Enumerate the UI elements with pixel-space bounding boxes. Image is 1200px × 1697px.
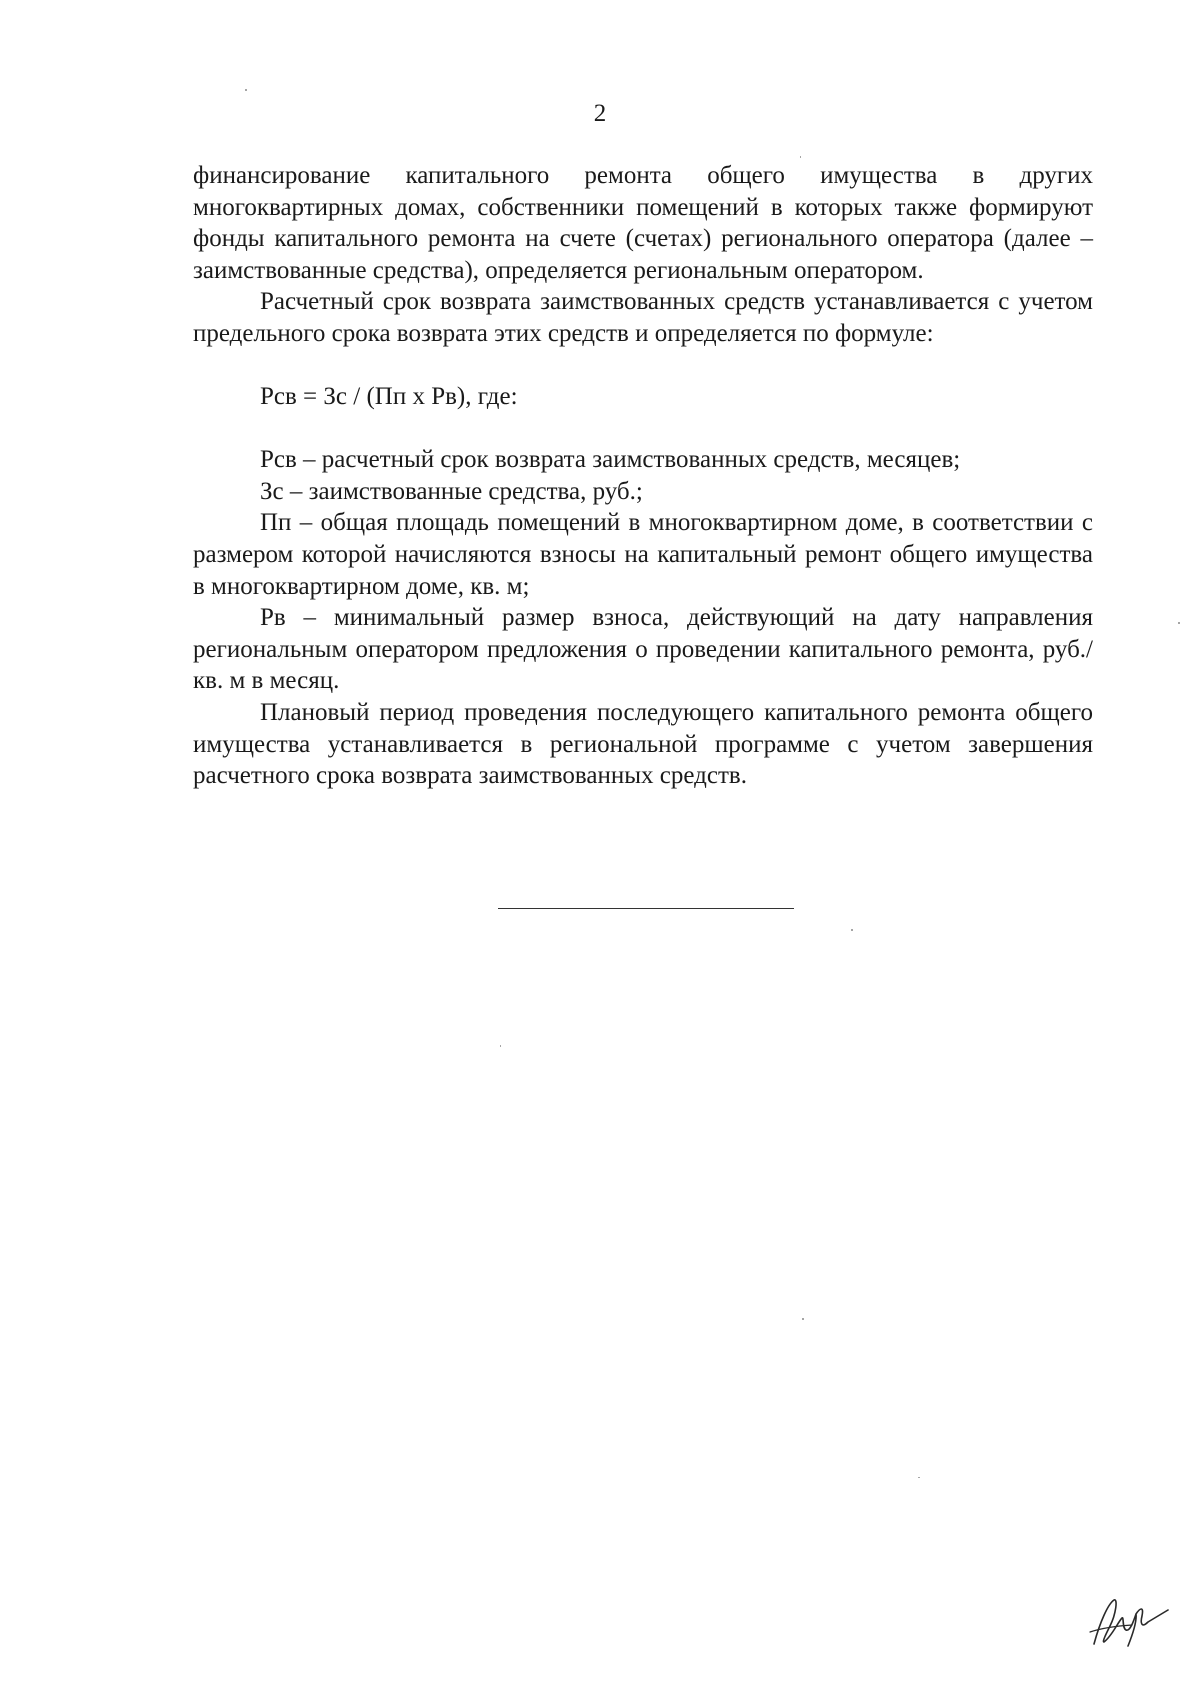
scan-speck xyxy=(800,156,801,158)
scan-speck xyxy=(851,929,853,931)
definition-zs: Зс – заимствованные средства, руб.; xyxy=(260,477,643,505)
signature-icon xyxy=(1082,1592,1182,1652)
document-body xyxy=(193,160,1093,792)
scan-speck xyxy=(1178,622,1180,624)
scan-speck xyxy=(245,89,247,91)
scan-speck xyxy=(918,1477,920,1478)
definition-rv: Рв – минимальный размер взноса, действующий на дату направления региональным оператором предложения о проведении капитального ремонта, руб./кв. м в месяц. xyxy=(193,604,1093,695)
definition-pp: Пп – общая площадь помещений в многоквартирном доме, в соответствии с размером которой начисляются взносы на капитальный ремонт общего имущества в многоквартирном доме, кв. м; xyxy=(193,509,1093,600)
paragraph-return-period: Расчетный срок возврата заимствованных средств устанавливается с учетом предельного срока возврата этих средств и определяется по формуле: xyxy=(193,288,1093,347)
formula: Рсв = Зс / (Пп х Рв), где: xyxy=(260,382,518,410)
paragraph-planned-period: Плановый период проведения последующего капитального ремонта общего имущества устанавливается в региональной программе с учетом завершения расчетного срока возврата заимствованных средств. xyxy=(193,698,1093,790)
definition-rsv: Рсв – расчетный срок возврата заимствованных средств, месяцев; xyxy=(260,446,961,474)
scan-speck xyxy=(500,1045,501,1047)
scan-speck xyxy=(802,1318,804,1320)
page-number: 2 xyxy=(593,100,607,127)
end-separator-line xyxy=(498,908,794,909)
paragraph-continuation: финансирование капитального ремонта общего имущества в других многоквартирных домах, собственники помещений в которых также формируют фонды капитального ремонта на счете (счетах) регионального оператора (далее – заимствованные средства), определяется региональным оператором. xyxy=(193,162,1093,284)
